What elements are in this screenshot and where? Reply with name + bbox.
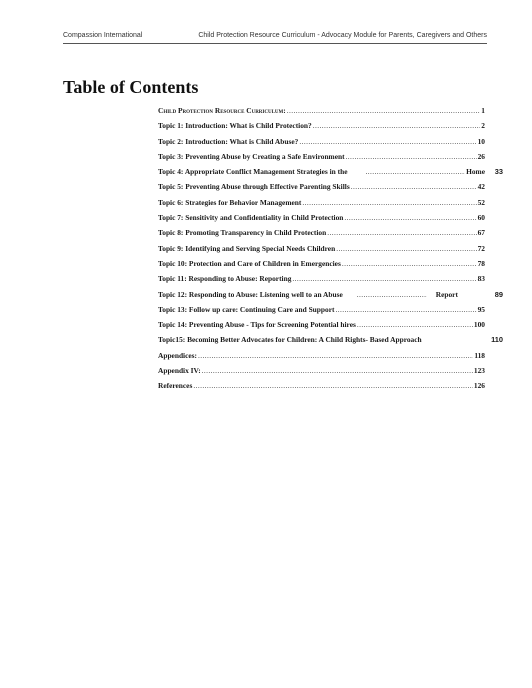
toc-entry-label: Topic 5: Preventing Abuse through Effective Parenting Skills [158, 182, 350, 192]
toc-page-number: 83 [477, 274, 485, 284]
toc-page-number: 10 [477, 136, 485, 146]
toc-entry-label: Topic 1: Introduction: What is Child Protection? [158, 121, 312, 131]
toc-page-number: 126 [473, 381, 485, 391]
toc-entry-label: References [158, 381, 193, 391]
toc-page-number: 1 [481, 106, 485, 115]
toc-entry-label: Topic15: Becoming Better Advocates for Children: A Child Rights- Based Approach [158, 335, 422, 345]
toc-page-number: 118 [474, 350, 485, 360]
toc-entry-label: Topic 2: Introduction: What is Child Abuse? [158, 136, 299, 146]
toc-entry-topic-14[interactable] [158, 317, 485, 332]
header-organization: Compassion International [63, 32, 143, 39]
dot-leader [357, 317, 473, 332]
toc-entry-topic-11[interactable] [158, 271, 485, 286]
dot-leader [287, 103, 481, 118]
dot-leader [327, 225, 476, 240]
toc-page-number: 26 [477, 151, 485, 161]
toc-page-number: 95 [477, 304, 485, 314]
toc-page-number: 42 [477, 182, 485, 192]
dot-leader [193, 378, 473, 393]
toc-entry-trailing-word: Home [466, 167, 485, 177]
dot-leader [335, 302, 476, 317]
toc-page-number: 89 [494, 289, 503, 299]
toc-entry-label: Appendix IV: [158, 366, 201, 376]
toc-entry-label: Topic 12: Responding to Abuse: Listening well to an Abuse [158, 289, 343, 299]
toc-entry-label: Topic 10: Protection and Care of Children in Emergencies [158, 258, 341, 268]
toc-page-number: 2 [481, 121, 485, 131]
toc-entry-topic-1[interactable] [158, 118, 485, 133]
toc-entry-label: Topic 13: Follow up care: Continuing Care and Support [158, 304, 335, 314]
page-title: Table of Contents [63, 77, 199, 97]
toc-entry-topic-2[interactable] [158, 134, 485, 149]
dot-leader [351, 179, 477, 194]
toc-entry-trailing-word: Report [435, 289, 458, 299]
toc-entry-label: Topic 3: Preventing Abuse by Creating a Safe Environment [158, 151, 345, 161]
toc-entry-topic-9[interactable] [158, 241, 485, 256]
toc-entry-topic-6[interactable] [158, 195, 485, 210]
dot-leader [313, 118, 481, 133]
dot-leader [336, 241, 476, 256]
toc-entry-topic-15[interactable] [158, 332, 503, 347]
toc-entry-label: Topic 6: Strategies for Behavior Management [158, 197, 302, 207]
toc-entry-label: Topic 11: Responding to Abuse: Reporting [158, 274, 292, 284]
toc-page-number: 67 [477, 228, 485, 238]
toc-entry-topic-8[interactable] [158, 225, 485, 240]
toc-entry-topic-10[interactable] [158, 256, 485, 271]
toc-page-number: 52 [477, 197, 485, 207]
toc-entry-references[interactable] [158, 378, 485, 393]
toc-entry-topic-13[interactable] [158, 302, 485, 317]
dot-leader [357, 287, 427, 302]
dot-leader [302, 195, 476, 210]
dot-leader [198, 348, 473, 363]
toc-page-number: 78 [477, 258, 485, 268]
header-document-title: Child Protection Resource Curriculum - Advocacy Module for Parents, Caregivers and Others [198, 32, 487, 39]
toc-entry-label: Topic 9: Identifying and Serving Special Needs Children [158, 243, 336, 253]
toc-page-number: 110 [491, 335, 503, 345]
toc-entry-label: Child Protection Resource Curriculum: [158, 106, 286, 115]
toc-entry-appendices[interactable] [158, 348, 485, 363]
table-of-contents [158, 103, 503, 394]
toc-entry-appendix-iv[interactable] [158, 363, 485, 378]
toc-page-number: 123 [473, 366, 485, 376]
toc-entry-curriculum[interactable] [158, 103, 485, 118]
page-header [63, 31, 487, 44]
toc-page-number: 100 [473, 320, 485, 330]
dot-leader [292, 271, 476, 286]
dot-leader [346, 149, 477, 164]
toc-entry-topic-7[interactable] [158, 210, 485, 225]
toc-entry-label: Topic 14: Preventing Abuse - Tips for Screening Potential hires [158, 320, 356, 330]
dot-leader [344, 210, 476, 225]
toc-entry-label: Topic 8: Promoting Transparency in Child Protection [158, 228, 327, 238]
toc-entry-label: Appendices: [158, 350, 198, 360]
toc-entry-topic-12[interactable] [158, 287, 503, 302]
dot-leader [202, 363, 473, 378]
toc-entry-topic-3[interactable] [158, 149, 485, 164]
dot-leader [342, 256, 477, 271]
toc-entry-label: Topic 4: Appropriate Conflict Management Strategies in the [158, 167, 348, 177]
toc-entry-label: Topic 7: Sensitivity and Confidentiality in Child Protection [158, 213, 344, 223]
toc-entry-topic-4[interactable] [158, 164, 503, 179]
dot-leader [299, 134, 476, 149]
toc-entry-topic-5[interactable] [158, 179, 485, 194]
dot-leader [365, 164, 465, 179]
toc-page-number: 72 [477, 243, 485, 253]
toc-page-number: 60 [477, 213, 485, 223]
toc-page-number: 33 [494, 167, 503, 177]
